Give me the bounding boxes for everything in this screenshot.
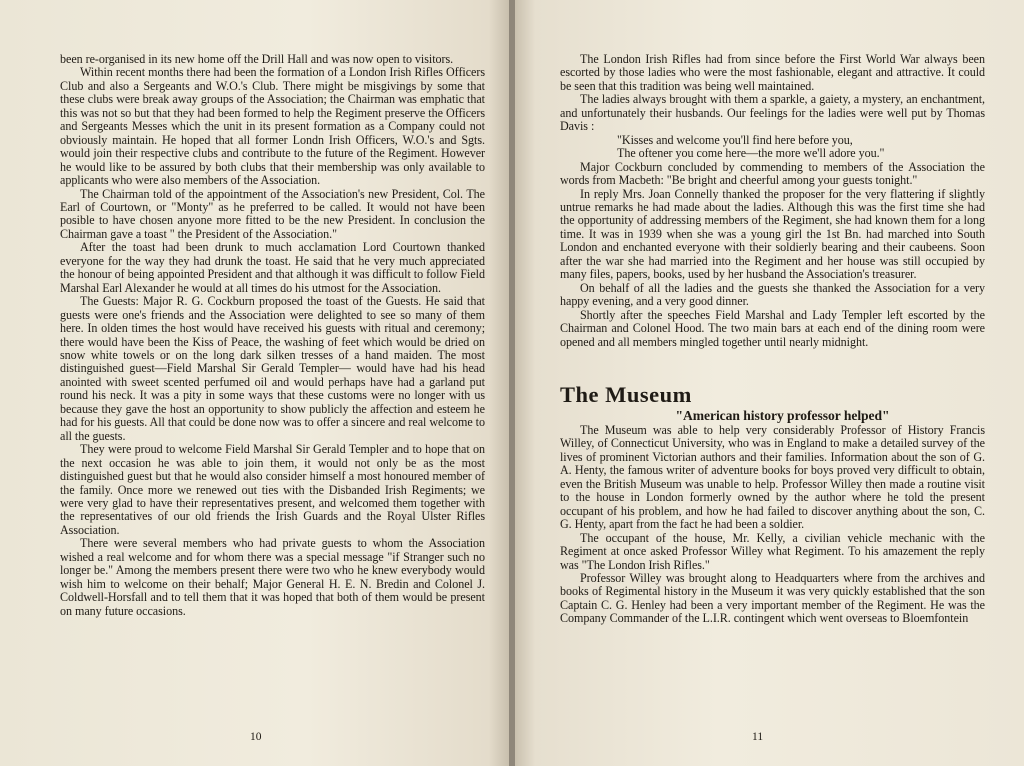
paragraph: been re-organised in its new home off the Drill Hall and was now open to visitors. [60,52,454,66]
paragraph: There were several members who had private guests to whom the Association wished a real welcome and for whom there was a special message "if Stranger such no longer be." Among the members present there were two who he knew everybody would wish him to welcome on their behalf; Major General H. E. N. Bredin and Colonel J. Coldwell-Horsfall and to tell them that it was hoped that both of them would be present on many future occasions. [60,536,485,618]
paragraph: The Museum was able to help very considerably Professor of History Francis Willey, of Connecticut University, who was in England to make a detailed survey of the lives of prominent Victorian authors and their families. Information about the son of G. A. Henty, the famous writer of adventure books for boys proved very difficult to obtain, even the British Museum was unable to help. Professor Willey then made a routine visit to the house in London formerly owned by the author where he told the present occupant of his problem, and how he had failed to discover anything about the son, C. G. Henty, apart from the fact he had been a soldier. [560,422,985,532]
right-page [515,0,1024,766]
paragraph: On behalf of all the ladies and the guests she thanked the Association for a very happy evening, and a very good dinner. [560,280,985,309]
section-subheading: "American history professor helped" [675,407,890,423]
paragraph: The ladies always brought with them a sparkle, a gaiety, a mystery, an enchantment, and unfortunately their husbands. Our feelings for the ladies were well put by Thomas Davis : [560,92,985,134]
paragraph: They were proud to welcome Field Marshal Sir Gerald Templer and to hope that on the next occasion he was able to join them, it would not only be as the most distinguished guest but that he would also consider himself a most honoured member of the family. Once more we renewed out ties with the Disbanded Irish Regiments; we were very glad to have their representatives present, and welcomed them together with the representatives of our old friends the Irish Guards and the Royal Ulster Rifles Association. [60,442,485,537]
paragraph: The Guests: Major R. G. Cockburn proposed the toast of the Guests. He said that guests were one's friends and the Association were delighted to see so many of them here. In olden times the host would have received his guests with ritual and ceremony; there would have been the Kiss of Peace, the washing of feet which would be dried on snow white towels or on the long dark silken tresses of a hand maiden. The most distinguished guest—Field Marshal Sir Gerald Templer— would have had his head anointed with sweet scented perfumed oil and would perhaps have had a garland put round his neck. It was a pity in some ways that these customs were no longer with us because they gave the host an opportunity to show publicly the affection and esteem he had for his guests. All that could be done now was to offer a sincere and real welcome to all the guests. [60,294,485,443]
paragraph: The occupant of the house, Mr. Kelly, a civilian vehicle mechanic with the Regiment at once asked Professor Willey what Regiment. To his amazement the reply was "The London Irish Rifles." [560,530,985,572]
quote-line: "Kisses and welcome you'll find here before you, [617,132,853,147]
paragraph: Within recent months there had been the formation of a London Irish Rifles Officers Club and also a Sergeants and W.O.'s Club. There might be misgivings by some that these clubs were break away groups of the Association; the Chairman was emphatic that this was not so but that they had been formed to help the Regiment preserve the Officers and Sergeants Messes which the unit in its present formation as a Company could not obviously maintain. He hoped that all former Londn Irish Officers, W.O.'s and Sgts. would join their respective clubs and contribute to the future of the Regiment. However he would like to be assured by both clubs that their membership was only available to applicants who were also members of the Association. [60,65,485,188]
paragraph: After the toast had been drunk to much acclamation Lord Courtown thanked everyone for the way they had drunk the toast. He said that he very much appreciated the honour of being appointed President and that although it was difficult to follow Field Marshal Earl Alexander he would at all times do his utmost for the Association. [60,240,485,295]
paragraph: In reply Mrs. Joan Connelly thanked the proposer for the very flattering if slightly untrue remarks he had made about the ladies. Although this was the first time she had the opportunity of addressing members of the Regiment, she had known them for a long time. It was in 1939 when she was a young girl the 1st Bn. had marched into South London and enchanted everyone with their soldierly bearing and their caubeens. Soon after the war she had married into the Regiment and her house was still occupied by many files, papers, books, used by her husband the Association's treasurer. [560,186,985,282]
page-number: 10 [250,731,262,743]
paragraph: The London Irish Rifles had from since before the First World War always been escorted by those ladies who were the most fashionable, elegant and attractive. It could be seen that this tradition was being well maintained. [560,52,985,93]
section-heading: The Museum [560,381,692,407]
right-page-text [560,53,985,626]
left-page [0,0,509,766]
left-page-text [60,53,485,618]
page-number: 11 [752,731,764,743]
quote-line: The oftener you come here—the more we'll adore you." [617,146,885,161]
paragraph: Shortly after the speeches Field Marshal and Lady Templer left escorted by the Chairman and Colonel Hood. The two main bars at each end of the dining room were opened and all members mingled together until nearly midnight. [560,307,985,349]
paragraph: Professor Willey was brought along to Headquarters where from the archives and books of Regimental history in the Museum it was very quickly established that the son Captain C. G. Henley had been a very important member of the Regiment. He was the Company Commander of the L.I.R. contingent which went overseas to Bloemfontein [560,570,985,626]
paragraph: The Chairman told of the appointment of the Association's new President, Col. The Earl of Courtown, or "Monty" as he preferred to be called. It would not have been posible to have chosen anyone more fitted to be the new President. In conclusion the Chairman gave a toast " the President of the Association." [60,186,485,241]
paragraph: Major Cockburn concluded by commending to members of the Association the words from Macbeth: "Be bright and cheerful among your guests tonight." [560,159,985,188]
